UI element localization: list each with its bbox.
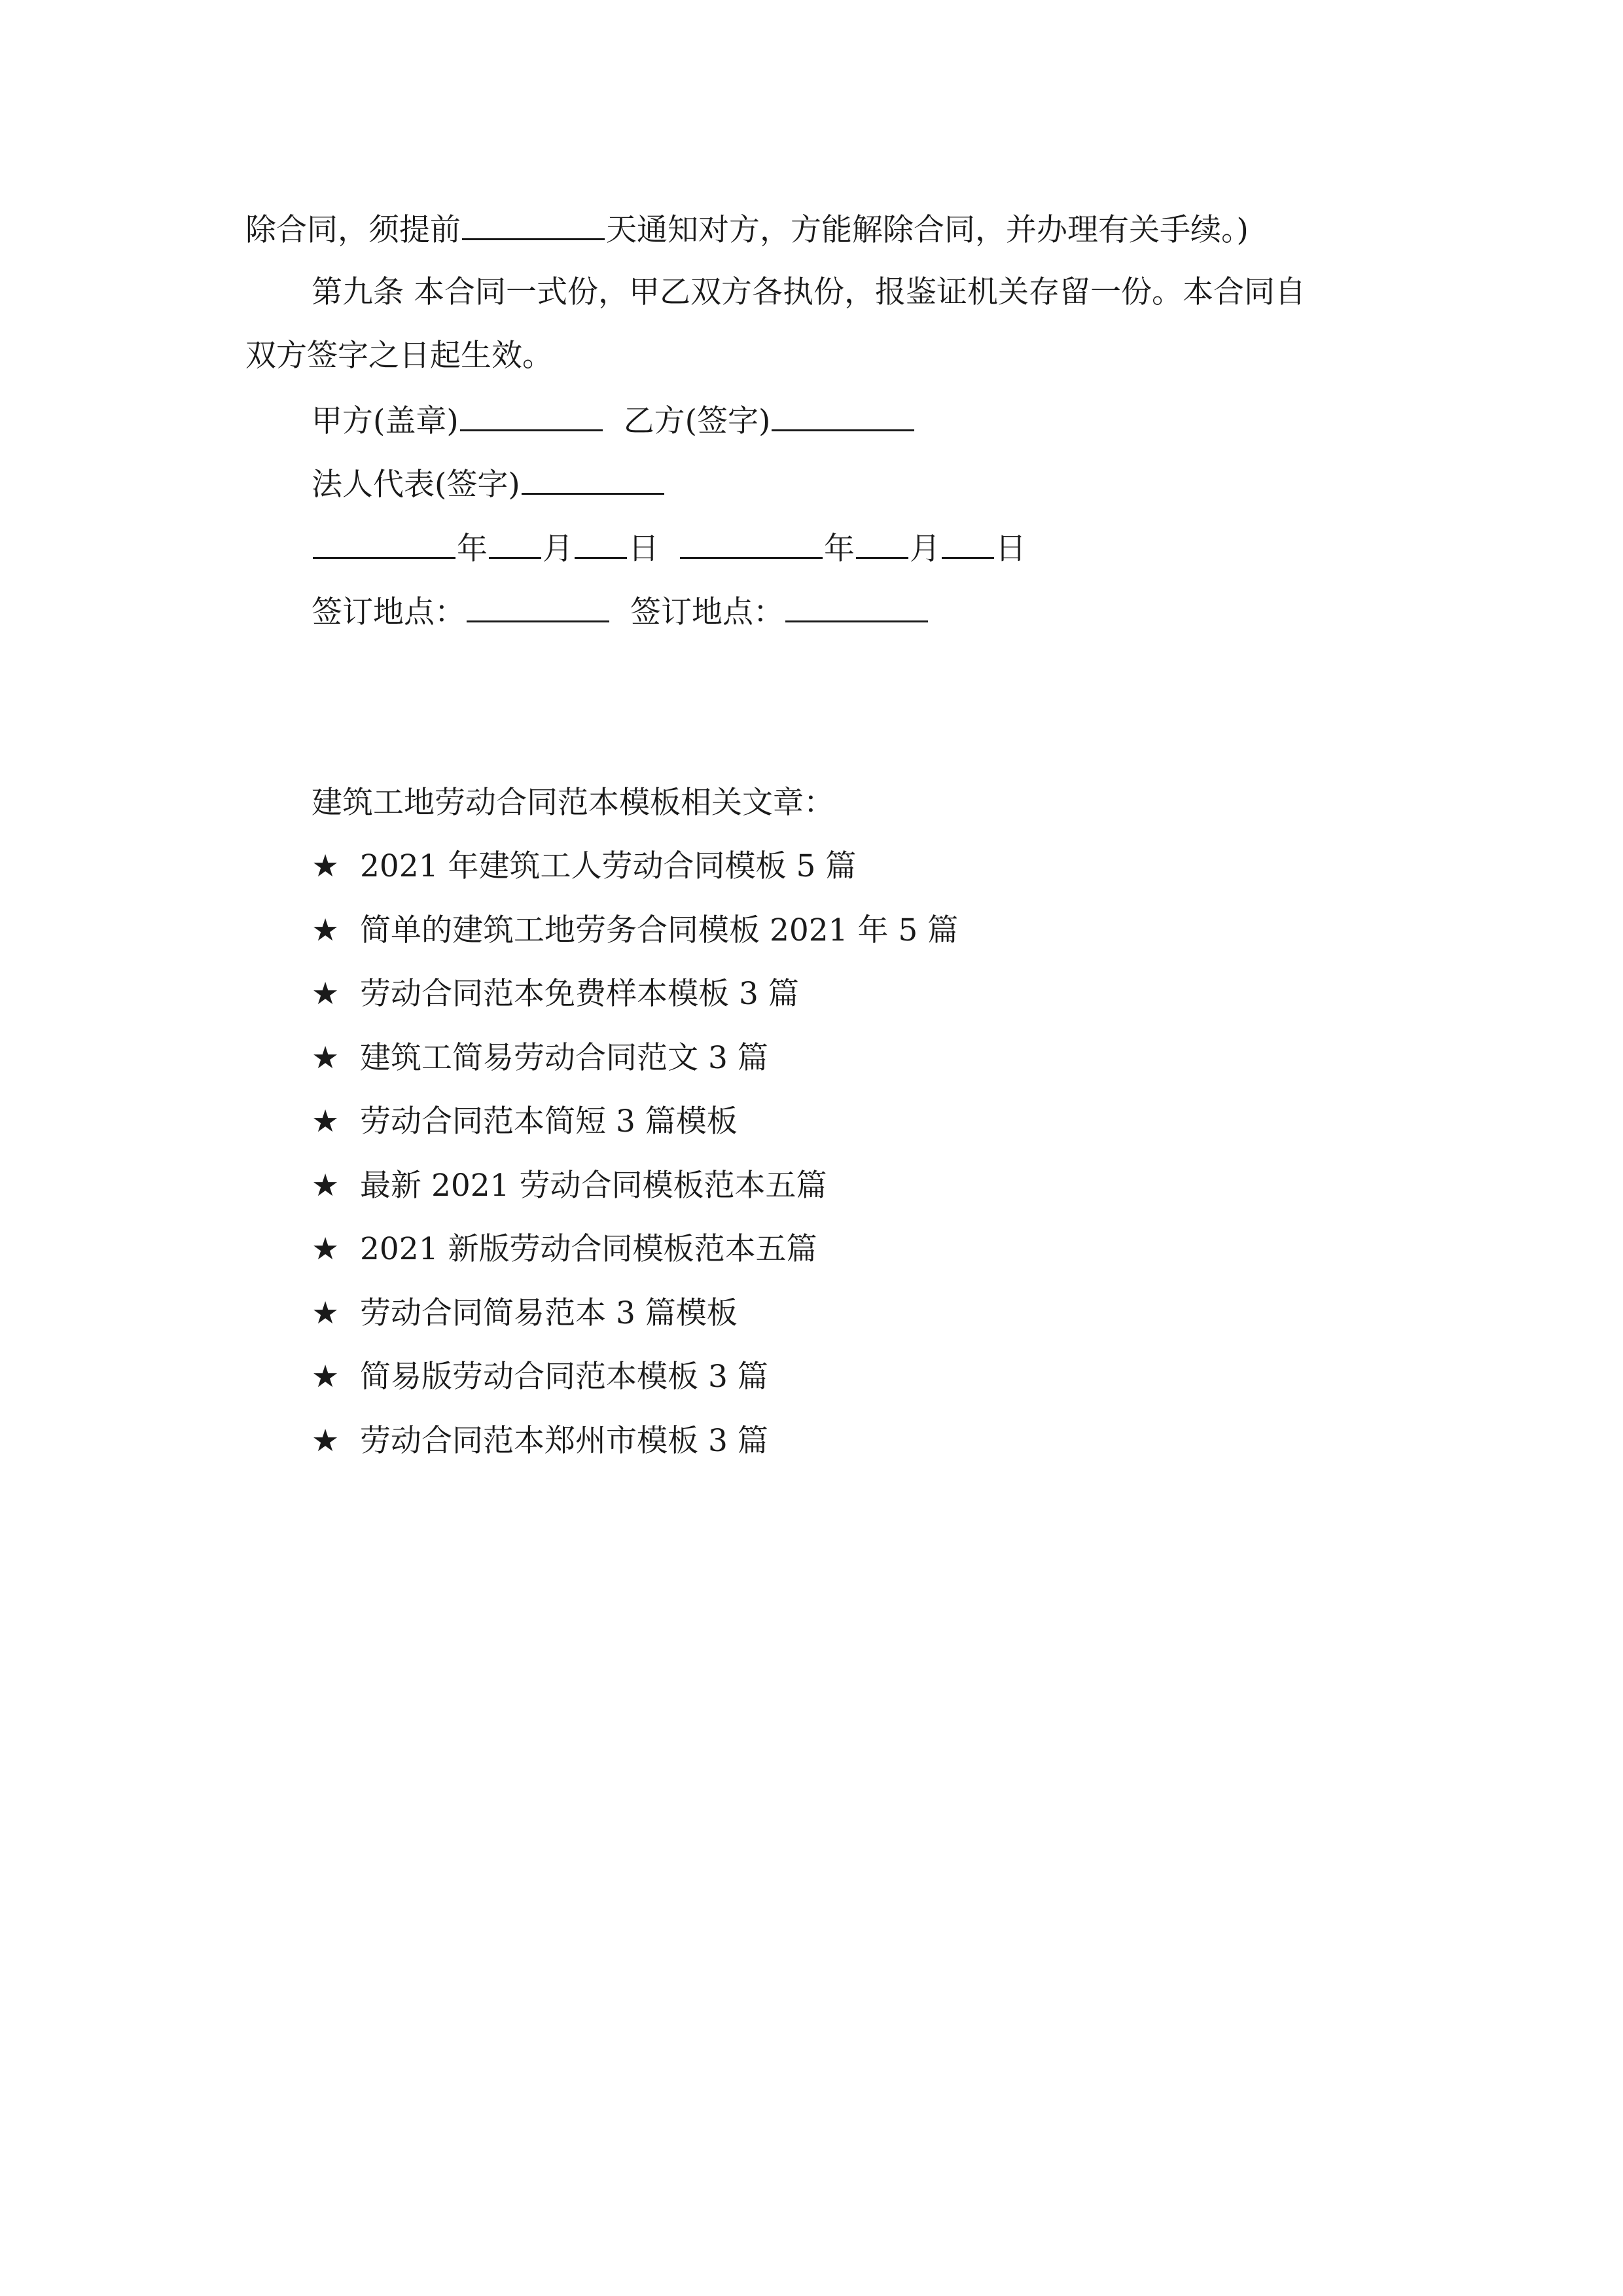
related-article-link[interactable]	[312, 975, 799, 1014]
signature-parties-line	[312, 401, 916, 441]
place-label-a: 签订地点：	[312, 594, 465, 630]
party-a-label: 甲方(盖章)	[312, 403, 459, 439]
related-article-title: 最新 2021 劳动合同模板范本五篇	[360, 1167, 827, 1204]
related-article-title: 劳动合同简易范本 3 篇模板	[360, 1295, 738, 1331]
related-article-title: 2021 新版劳动合同模板范本五篇	[360, 1231, 817, 1267]
related-article-link[interactable]	[312, 911, 958, 950]
place-blank-a	[467, 592, 609, 622]
related-article-link[interactable]	[312, 1166, 827, 1206]
related-article-link[interactable]	[312, 847, 856, 886]
heading-text: 建筑工地劳动合同范本模板相关文章：	[312, 785, 834, 821]
year-blank-b	[680, 528, 823, 559]
text-fragment: 除合同，须提前	[245, 212, 461, 248]
star-bullet-icon: ★	[312, 912, 340, 948]
day-blank	[575, 528, 627, 559]
star-bullet-icon: ★	[312, 1359, 340, 1395]
day-label: 日	[628, 531, 659, 567]
star-bullet-icon: ★	[312, 1422, 340, 1459]
related-article-link[interactable]	[312, 1102, 738, 1141]
month-label-b: 月	[910, 531, 940, 567]
party-b-blank	[772, 401, 914, 431]
related-article-title: 劳动合同范本免费样本模板 3 篇	[360, 976, 799, 1012]
related-article-link[interactable]	[312, 1039, 768, 1078]
related-article-title: 劳动合同范本简短 3 篇模板	[360, 1103, 738, 1139]
related-articles-heading	[312, 783, 834, 823]
legal-rep-line	[312, 464, 666, 505]
contract-article-nine	[312, 273, 1306, 312]
place-label-b: 签订地点：	[630, 594, 784, 630]
related-article-link[interactable]	[312, 1422, 768, 1461]
year-label: 年	[457, 531, 488, 567]
star-bullet-icon: ★	[312, 976, 340, 1012]
star-bullet-icon: ★	[312, 1295, 340, 1331]
legal-rep-label: 法人代表(签字)	[312, 467, 520, 503]
related-article-link[interactable]	[312, 1357, 768, 1397]
contract-effective-line	[245, 336, 553, 376]
blank-field	[462, 209, 605, 240]
text-fragment: 第九条 本合同一式份，甲乙双方各执份，报鉴证机关存留一份。本合同自	[312, 274, 1306, 310]
month-blank	[489, 528, 541, 559]
contract-line-termination	[245, 209, 1249, 250]
related-article-title: 简易版劳动合同范本模板 3 篇	[360, 1359, 768, 1395]
month-label: 月	[543, 531, 573, 567]
signing-place-line	[312, 592, 929, 632]
star-bullet-icon: ★	[312, 1167, 340, 1204]
related-article-title: 2021 年建筑工人劳动合同模板 5 篇	[360, 848, 857, 884]
related-article-title: 建筑工简易劳动合同范文 3 篇	[360, 1039, 768, 1076]
text-fragment: 双方签字之日起生效。	[245, 338, 553, 374]
star-bullet-icon: ★	[312, 1103, 340, 1139]
text-fragment: 天通知对方，方能解除合同，并办理有关手续。)	[606, 212, 1249, 248]
year-label-b: 年	[824, 531, 855, 567]
star-bullet-icon: ★	[312, 1039, 340, 1076]
month-blank-b	[856, 528, 908, 559]
party-a-blank	[460, 401, 603, 431]
legal-rep-blank	[522, 464, 664, 495]
related-article-link[interactable]	[312, 1294, 738, 1333]
related-article-link[interactable]	[312, 1230, 817, 1269]
star-bullet-icon: ★	[312, 1231, 340, 1267]
related-article-title: 劳动合同范本郑州市模板 3 篇	[360, 1422, 768, 1459]
party-b-label: 乙方(签字)	[623, 403, 771, 439]
year-blank	[313, 528, 455, 559]
day-label-b: 日	[995, 531, 1026, 567]
star-bullet-icon: ★	[312, 848, 340, 884]
day-blank-b	[942, 528, 994, 559]
place-blank-b	[785, 592, 928, 622]
date-line	[312, 528, 1026, 569]
related-article-title: 简单的建筑工地劳务合同模板 2021 年 5 篇	[360, 912, 959, 948]
